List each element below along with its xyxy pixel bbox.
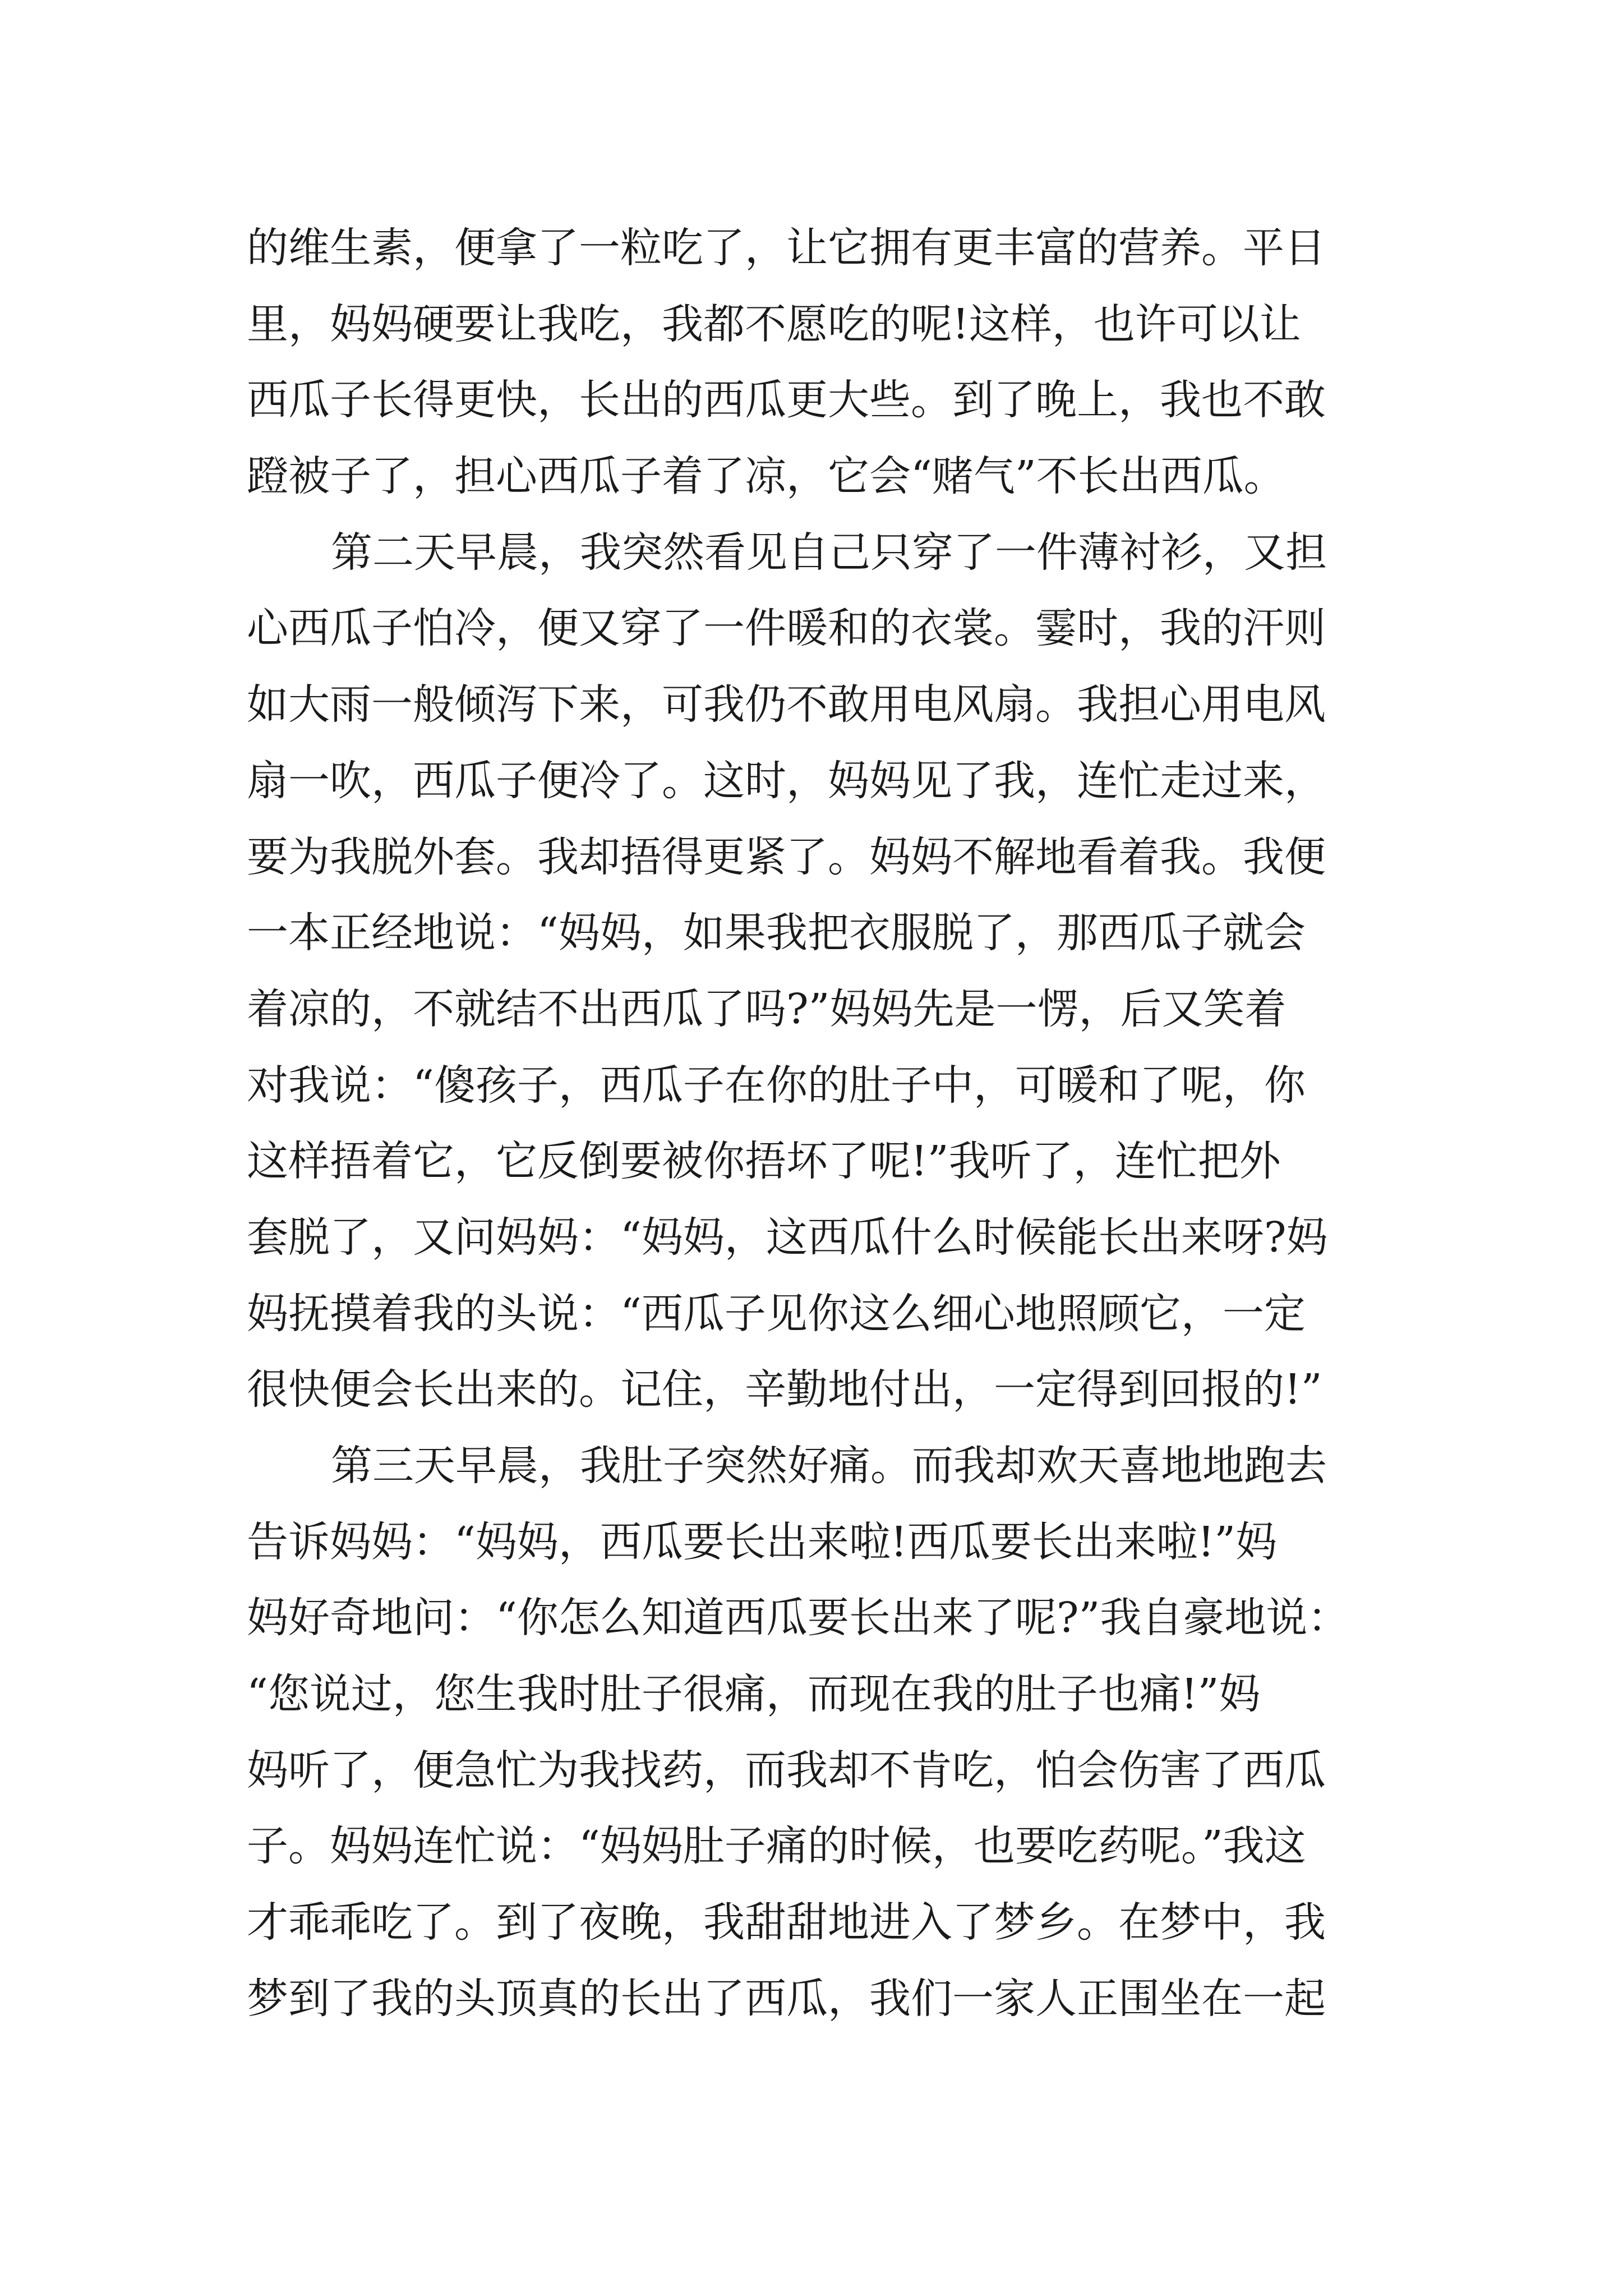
- paragraph-first-line: 第二天早晨，我突然看见自己只穿了一件薄衬衫，又担: [331, 528, 1327, 577]
- body-text: [247, 210, 1391, 2037]
- text-line: 告诉妈妈：“妈妈，西瓜要长出来啦!西瓜要长出来啦!”妈: [247, 1517, 1278, 1566]
- text-line: 子。妈妈连忙说：“妈妈肚子痛的时候，也要吃药呢。”我这: [247, 1822, 1306, 1871]
- text-line: 如大雨一般倾泻下来，可我仍不敢用电风扇。我担心用电风: [247, 680, 1326, 729]
- text-line: 这样捂着它，它反倒要被你捂坏了呢!”我听了，连忙把外: [247, 1137, 1281, 1186]
- text-line: 蹬被子了，担心西瓜子着了凉，它会“赌气”不长出西瓜。: [247, 452, 1285, 501]
- text-line: 妈好奇地问：“你怎么知道西瓜要长出来了呢?”我自豪地说：: [247, 1594, 1349, 1642]
- text-line: 的维生素，便拿了一粒吃了，让它拥有更丰富的营养。平日: [247, 224, 1326, 272]
- text-line: 才乖乖吃了。到了夜晚，我甜甜地进入了梦乡。在梦中，我: [247, 1898, 1326, 1947]
- text-line: 扇一吹，西瓜子便冷了。这时，妈妈见了我，连忙走过来，: [247, 756, 1326, 805]
- text-line: “您说过，您生我时肚子很痛，而现在我的肚子也痛!”妈: [247, 1670, 1261, 1719]
- text-line: 妈抚摸着我的头说：“西瓜子见你这么细心地照顾它，一定: [247, 1289, 1306, 1338]
- text-line: 西瓜子长得更快，长出的西瓜更大些。到了晚上，我也不敢: [247, 376, 1326, 425]
- text-line: 要为我脱外套。我却捂得更紧了。妈妈不解地看着我。我便: [247, 832, 1326, 881]
- text-line: 妈听了，便急忙为我找药，而我却不肯吃，怕会伤害了西瓜: [247, 1746, 1326, 1795]
- text-line: 着凉的，不就结不出西瓜了吗?”妈妈先是一愣，后又笑着: [247, 984, 1287, 1033]
- text-line: 心西瓜子怕冷，便又穿了一件暖和的衣裳。霎时，我的汗则: [247, 604, 1326, 653]
- paragraph-first-line: 第三天早晨，我肚子突然好痛。而我却欢天喜地地跑去: [331, 1442, 1327, 1490]
- text-line: 很快便会长出来的。记住，辛勤地付出，一定得到回报的!”: [247, 1365, 1322, 1414]
- text-line: 梦到了我的头顶真的长出了西瓜，我们一家人正围坐在一起: [247, 1974, 1326, 2023]
- text-line: 一本正经地说：“妈妈，如果我把衣服脱了，那西瓜子就会: [247, 909, 1306, 958]
- text-line: 里，妈妈硬要让我吃，我都不愿吃的呢!这样，也许可以让: [247, 300, 1301, 348]
- text-line: 对我说：“傻孩子，西瓜子在你的肚子中，可暖和了呢，你: [247, 1061, 1306, 1110]
- text-line: 套脱了，又问妈妈：“妈妈，这西瓜什么时候能长出来呀?妈: [247, 1213, 1328, 1262]
